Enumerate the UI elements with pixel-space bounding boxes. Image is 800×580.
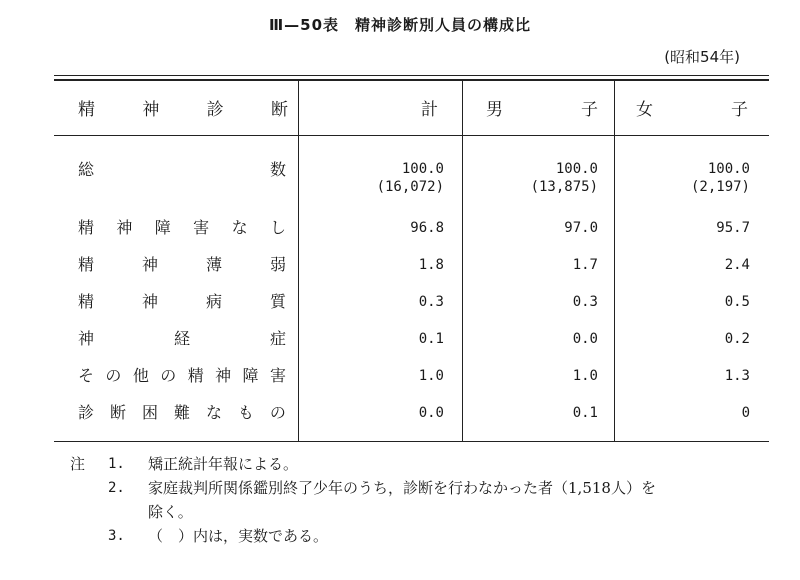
note-1-text: 矯正統計年報による。	[148, 455, 299, 473]
row-label-char: 神	[141, 292, 158, 311]
row-label-char: 精	[78, 218, 95, 237]
row-female-value: 95.7	[716, 220, 750, 236]
row-label-char: 神	[116, 218, 133, 237]
row-label-char: 精	[78, 292, 95, 311]
summary-female: 100.0	[707, 161, 750, 177]
note-head: 注	[70, 455, 86, 473]
row-total-value: 96.8	[410, 220, 444, 236]
table-row	[0, 361, 800, 391]
note-3-number: 3.	[108, 528, 125, 544]
row-label-char: 神	[78, 329, 95, 348]
row-male-value: 0.3	[572, 294, 598, 310]
header-total	[300, 93, 450, 127]
row-label-char: 病	[205, 292, 222, 311]
table-row	[0, 213, 800, 243]
row-label-char: そ	[78, 366, 95, 385]
row-label	[78, 287, 286, 317]
era-note: (昭和54年)	[664, 48, 740, 66]
summary-label-char: 総	[78, 160, 95, 179]
row-label-char: 神	[215, 366, 232, 385]
row-male-value: 1.7	[572, 257, 598, 273]
row-label	[78, 398, 286, 428]
row-total-value: 1.8	[418, 257, 444, 273]
row-label-char: 診	[78, 403, 95, 422]
table-row	[0, 324, 800, 354]
header-female	[636, 93, 748, 127]
table-title: Ⅲ—50表 精神診断別人員の構成比	[268, 16, 532, 34]
summary-total-count: (16,072)	[376, 179, 444, 195]
row-label-char: な	[205, 403, 222, 422]
summary-label-char: 数	[269, 160, 286, 179]
row-label-char: 精	[78, 255, 95, 274]
row-label-char: 断	[109, 403, 126, 422]
row-label-char: 経	[173, 329, 190, 348]
table-row	[0, 287, 800, 317]
row-label-char: 他	[132, 366, 149, 385]
row-female-value: 2.4	[724, 257, 750, 273]
summary-total: 100.0	[401, 161, 444, 177]
row-label	[78, 250, 286, 280]
table-row	[0, 398, 800, 428]
row-male-value: 0.1	[572, 405, 598, 421]
row-label-char: 精	[187, 366, 204, 385]
row-label-char: 害	[269, 366, 286, 385]
note-1-number: 1.	[108, 456, 125, 472]
header-category-char: 精	[78, 100, 95, 120]
summary-female-count: (2,197)	[690, 179, 750, 195]
top-rule-double-2	[54, 79, 769, 81]
row-label-char: 症	[269, 329, 286, 348]
row-total-value: 0.0	[418, 405, 444, 421]
header-female-char: 子	[731, 100, 748, 120]
row-label-char: の	[105, 366, 122, 385]
note-2-text: 家庭裁判所関係鑑別終了少年のうち，診断を行わなかった者（1,518人）を	[148, 479, 656, 497]
row-label-char: も	[237, 403, 254, 422]
row-female-value: 0.2	[724, 331, 750, 347]
row-label-char: 難	[173, 403, 190, 422]
row-label-char: 害	[193, 218, 210, 237]
bottom-rule	[54, 441, 769, 442]
row-label-char: 神	[141, 255, 158, 274]
note-3-text: （ ）内は，実数である。	[148, 527, 329, 545]
row-label-char: 質	[269, 292, 286, 311]
row-female-value: 0.5	[724, 294, 750, 310]
row-female-value: 1.3	[724, 368, 750, 384]
row-male-value: 97.0	[564, 220, 598, 236]
row-label	[78, 213, 286, 243]
header-male-char: 子	[581, 100, 598, 120]
note-2-continuation: 除く。	[148, 503, 193, 521]
header-rule	[54, 135, 769, 136]
header-category-char: 神	[142, 100, 160, 120]
row-male-value: 1.0	[572, 368, 598, 384]
header-total-char: 計	[421, 100, 438, 120]
top-rule-double-1	[54, 75, 769, 76]
row-label	[78, 324, 286, 354]
note-2-number: 2.	[108, 480, 125, 496]
row-label-char: な	[231, 218, 248, 237]
header-category	[78, 93, 288, 127]
table-row	[0, 250, 800, 280]
row-female-value: 0	[741, 405, 750, 421]
row-label-char: 弱	[269, 255, 286, 274]
row-label-char: の	[269, 403, 286, 422]
row-label-char: 困	[141, 403, 158, 422]
summary-male-count: (13,875)	[530, 179, 598, 195]
header-male-char: 男	[486, 100, 503, 120]
row-label-char: 薄	[205, 255, 222, 274]
row-label-char: の	[160, 366, 177, 385]
summary-row	[0, 155, 800, 199]
row-label	[78, 361, 286, 391]
row-label-char: し	[269, 218, 286, 237]
header-male	[486, 93, 598, 127]
row-total-value: 0.3	[418, 294, 444, 310]
header-category-char: 診	[206, 100, 224, 120]
header-female-char: 女	[636, 100, 653, 120]
row-male-value: 0.0	[572, 331, 598, 347]
row-label-char: 障	[154, 218, 171, 237]
summary-male: 100.0	[555, 161, 598, 177]
summary-label	[78, 155, 286, 185]
row-total-value: 1.0	[418, 368, 444, 384]
header-category-char: 断	[270, 100, 288, 120]
row-total-value: 0.1	[418, 331, 444, 347]
row-label-char: 障	[242, 366, 259, 385]
